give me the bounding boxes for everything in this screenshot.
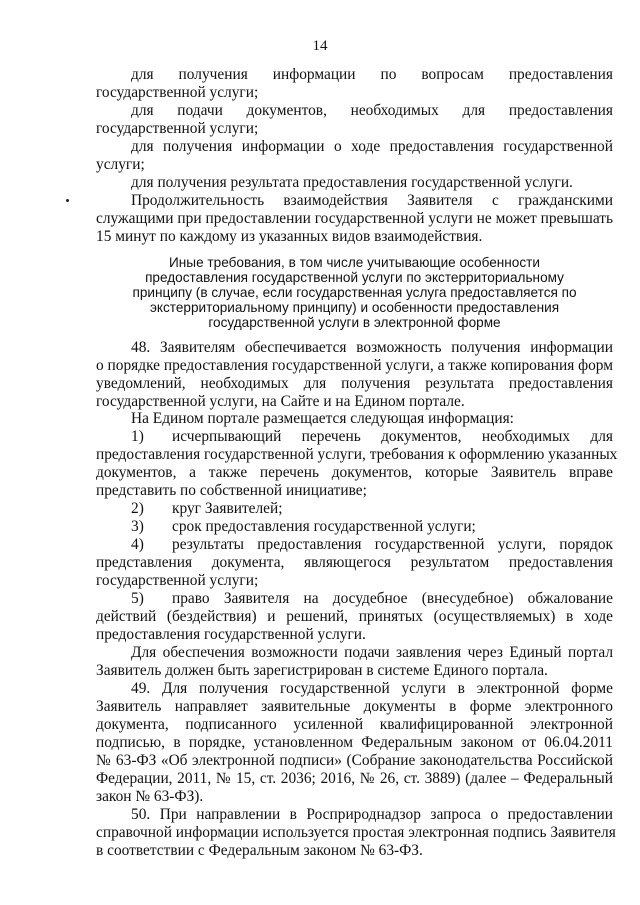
text-line: для подачи документов, необходимых для предоставления — [131, 102, 613, 119]
list-item-line: предоставления государственной услуги, требования к оформлению указанных — [96, 446, 618, 463]
text-line: государственной услуги; — [96, 120, 259, 137]
heading-line: принципу (в случае, если государственная услуга предоставляется по — [132, 285, 577, 300]
text-line: 15 минут по каждому из указанных видов взаимодействия. — [96, 228, 483, 245]
list-item-line: действий (бездействия) и решений, принятых (осуществляемых) в ходе — [96, 608, 613, 625]
text-line: государственной услуги; — [96, 84, 259, 101]
text-line: для получения информации о ходе предоставления государственной — [131, 138, 613, 155]
paragraph-50-line: в соответствии с Федеральным законом № 63-ФЗ. — [96, 842, 423, 859]
paragraph-49-line: закон № 63-ФЗ). — [96, 788, 204, 805]
list-number: 4) — [131, 536, 144, 553]
list-item-line: представить по собственной инициативе; — [96, 482, 367, 499]
portal-intro: На Едином портале размещается следующая информация: — [131, 410, 514, 427]
heading-line: экстерриториальному принципу) и особенности предоставления — [149, 300, 560, 315]
paragraph-50-line: справочной информации используется простая электронная подпись Заявителя — [96, 824, 616, 841]
paragraph-49-line: Заявитель направляет заявительные документы в форме электронного — [96, 698, 613, 715]
list-item-line: предоставления государственной услуги. — [96, 626, 366, 643]
text-line: для получения результата предоставления государственной услуги. — [131, 174, 573, 191]
paragraph-48-line: о порядке предоставления государственной услуги, а также копирования форм — [96, 357, 613, 374]
list-item-line: исчерпывающий перечень документов, необходимых для — [172, 428, 613, 445]
list-number: 3) — [131, 518, 144, 535]
list-item-line: представления документа, являющегося результатом предоставления — [96, 554, 613, 571]
registration-line: Заявитель должен быть зарегистрирован в системе Единого портала. — [96, 662, 548, 679]
list-item-line: документов, а также перечень документов, которые Заявитель вправе — [96, 464, 613, 481]
text-line: для получения информации по вопросам предоставления — [131, 66, 613, 83]
paragraph-48-line: государственной услуги, на Сайте и на Едином портале. — [96, 393, 465, 410]
list-number: 1) — [131, 428, 144, 445]
paragraph-48-line: 48. Заявителям обеспечивается возможность получения информации — [131, 339, 613, 356]
paragraph-49-line: подписью, в порядке, установленном Федеральным законом от 06.04.2011 — [96, 734, 613, 751]
text-line: служащими при предоставлении государственной услуги не может превышать — [96, 210, 613, 227]
paragraph-49-line: документа, подписанного усиленной квалифицированной электронной — [96, 716, 613, 733]
paragraph-50-line: 50. При направлении в Росприроднадзор запроса о предоставлении — [131, 806, 613, 823]
margin-dot — [66, 199, 69, 202]
list-item-line: государственной услуги; — [96, 572, 259, 589]
registration-line: Для обеспечения возможности подачи заявления через Единый портал — [131, 644, 613, 661]
list-item-line: право Заявителя на досудебное (внесудебное) обжалование — [172, 590, 613, 607]
text-line: услуги; — [96, 156, 145, 173]
text-line: Продолжительность взаимодействия Заявителя с гражданскими — [131, 192, 613, 209]
heading-line: Иные требования, в том числе учитывающие особенности — [169, 255, 540, 270]
paragraph-49-line: № 63-ФЗ «Об электронной подписи» (Собрание законодательства Российской — [96, 752, 613, 769]
paragraph-49-line: Федерации, 2011, № 15, ст. 2036; 2016, № 26, ст. 3889) (далее – Федеральный — [96, 770, 613, 787]
list-number: 5) — [131, 590, 144, 607]
list-item-line: результаты предоставления государственной услуги, порядок — [172, 536, 613, 553]
page-number: 14 — [312, 38, 328, 54]
heading-line: предоставления государственной услуги по экстерриториальному — [145, 270, 564, 285]
paragraph-48-line: уведомлений, необходимых для получения результата предоставления — [96, 375, 613, 392]
heading-line: государственной услуги в электронной форме — [208, 315, 501, 330]
paragraph-49-line: 49. Для получения государственной услуги в электронной форме — [131, 680, 613, 697]
list-number: 2) — [131, 500, 144, 517]
list-item-line: срок предоставления государственной услуги; — [172, 518, 476, 535]
list-item-line: круг Заявителей; — [172, 500, 283, 517]
